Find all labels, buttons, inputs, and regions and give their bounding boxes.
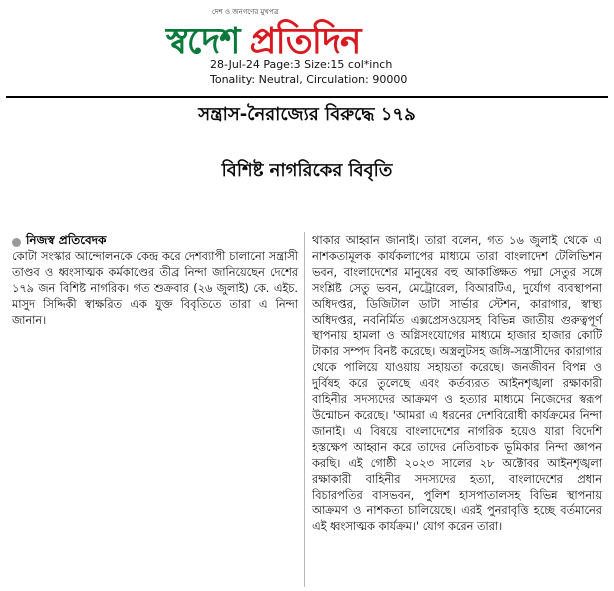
bullet-icon [12,238,21,247]
clip-meta-date-page: 28-Jul-24 Page:3 Size:15 col*inch [210,58,393,71]
right-column-text: থাকার আহ্বান জানাই। তারা বলেন, গত ১৬ জুলাই থেকে এ নাশকতামূলক কার্যকলাপের মাধ্যমে তারা বাংলাদেশ টেলিভিশন ভবন, বাংলাদেশের মানুষের বহু আকাঙ্ক্ষিত পদ্মা সেতুর সঙ্গে সংশ্লিষ্ট সেতু ভবন, মেট্রোরেল, বিআরটিএ, দুর্যোগ ব্যবস্থাপনা অধিদপ্তর, ডিজিটাল ডাটা সার্ভার স্টেশন, কারাগার, স্বাস্থ্য অধিদপ্তর, নবনির্মিত এক্সপ্রেসওয়েসহ বিভিন্ন জাতীয় গুরুত্বপূর্ণ স্থাপনায় হামলা ও অগ্নিসংযোগের মাধ্যমে হাজার হাজার কোটি টাকার সম্পদ বিনষ্ট করেছে। অস্ত্রলুটসহ জঙ্গি-সন্ত্রাসীদের কারাগার থেকে পালিয়ে যাওয়ায় সহায়তা করেছে। জনজীবন বিপন্ন ও দুর্বিষহ করে তুলেছে এবং কর্তব্যরত আইনশৃঙ্খলা রক্ষাকারী বাহিনীর সদস্যদের আক্রমণ ও হত্যার মাধ্যমে নিজেদের স্বরূপ উন্মোচন করেছে। 'আমরা এ ধরনের দেশবিরোধী কার্যক্রমের নিন্দা জানাই। এ বিষয়ে বাংলাদেশের নাগরিক হয়েও যারা বিদেশি হস্তক্ষেপ আহ্বান করে তাদের নেতিবাচক ভূমিকার নিন্দা জ্ঞাপন করছি। এই গোষ্ঠী ২০২৩ সালের ২৮ অক্টোবর আইনশৃঙ্খলা রক্ষাকারী বাহিনীর সদস্যদের হত্যা, বাংলাদেশের প্রধান বিচারপতির বাসভবন, পুলিশ হাসপাতালসহ বিভিন্ন স্থাপনায় আক্রমণ ও নাশকতা চালিয়েছে। এরই পুনরাবৃত্তি হচ্ছে বর্তমানের এই ধ্বংসাত্মক কার্যক্রম।' যোগ করেন তারা। [312,234,602,534]
headline-line1: সন্ত্রাস-নৈরাজ্যের বিরুদ্ধে ১৭৯ [198,104,416,125]
headline-line2: বিশিষ্ট নাগরিকের বিবৃতি [221,160,393,181]
article-column-left [12,249,298,329]
clip-meta-tonality: Tonality: Neutral, Circulation: 90000 [210,73,408,86]
article-column-right [312,233,602,535]
header-rule [6,96,608,98]
masthead [160,2,460,60]
logo-part2: প্রতিদিন [249,21,361,62]
logo-part1: স্বদেশ [166,21,240,62]
left-column-text: কোটা সংস্কার আন্দোলনকে কেন্দ্র করে দেশব্যাপী চালানো সন্ত্রাসী তাণ্ডব ও ধ্বংসাত্মক কর্মকাণ্ডের তীব্র নিন্দা জানিয়েছেন দেশের ১৭৯ জন বিশিষ্ট নাগরিক। গত শুক্রবার (২৬ জুলাই) কে. এইচ. মাসুদ সিদ্দিকী স্বাক্ষরিত এক যুক্ত বিবৃতিতে তারা এ নিন্দা জানান। [12,250,298,327]
column-divider [304,232,305,587]
byline-text: নিজস্ব প্রতিবেদক [26,233,107,247]
masthead-tagline: দেশ ও জনগণের মুখপত্র [212,8,279,16]
